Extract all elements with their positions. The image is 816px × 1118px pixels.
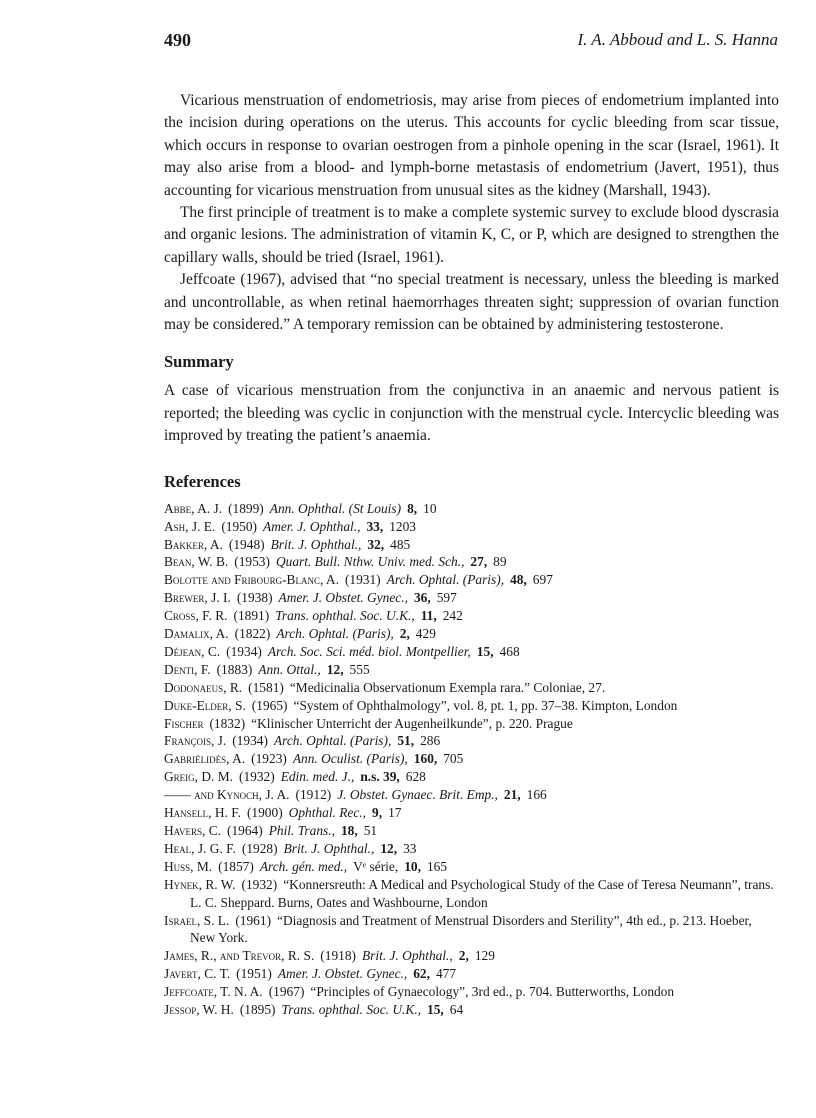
- reference-source: Arch. Ophtal. (Paris),: [276, 626, 394, 642]
- reference-source: Arch. gén. med.,: [259, 858, 348, 874]
- reference-source: Trans. ophthal. Soc. U.K.,: [275, 608, 415, 624]
- reference-source: Amer. J. Obstet. Gynec.,: [277, 966, 408, 982]
- reference-volume: 8,: [407, 500, 418, 516]
- reference-author: Hansell, H. F.: [164, 805, 241, 821]
- reference-author: Jessop, W. H.: [164, 1002, 234, 1018]
- reference-source: Ophthal. Rec.,: [288, 805, 367, 821]
- reference-author: Brewer, J. I.: [164, 590, 231, 606]
- reference-author: Havers, C.: [164, 823, 221, 838]
- reference-year: (1951): [236, 966, 272, 982]
- reference-source: Brit. J. Ophthal.,: [362, 948, 453, 964]
- reference-source: Arch. Ophtal. (Paris),: [386, 572, 505, 588]
- reference-year: (1883): [216, 661, 253, 677]
- reference-volume: 27,: [470, 554, 488, 570]
- reference-year: (1923): [251, 751, 287, 767]
- reference-pages: 628: [405, 769, 426, 785]
- reference-pages: 1203: [389, 518, 416, 534]
- reference-pages: 485: [390, 536, 411, 552]
- reference-author: Huss, M.: [164, 858, 213, 874]
- reference-volume: 21,: [503, 787, 521, 803]
- reference-item: [164, 965, 779, 983]
- reference-author: Greig, D. M.: [164, 769, 233, 785]
- reference-author: Javert, C. T.: [164, 966, 231, 982]
- reference-item: [164, 571, 779, 589]
- reference-author: Gabriélidès, A.: [164, 751, 246, 767]
- reference-volume: 15,: [427, 1002, 444, 1018]
- reference-pages: 468: [499, 643, 520, 659]
- reference-author: Israel, S. L.: [164, 912, 230, 928]
- reference-item: [164, 947, 779, 965]
- reference-source: Amer. J. Obstet. Gynec.,: [278, 590, 408, 606]
- reference-volume: 36,: [413, 590, 431, 606]
- reference-extra: Vᵉ série,: [353, 858, 399, 874]
- reference-item: [164, 661, 779, 679]
- reference-author: Bakker, A.: [164, 536, 223, 552]
- references-list: [164, 500, 779, 1019]
- reference-author: Jeffcoate, T. N. A.: [164, 984, 263, 1000]
- reference-year: (1964): [227, 823, 263, 838]
- reference-author: Heal, J. G. F.: [164, 840, 236, 856]
- reference-item: [164, 697, 779, 715]
- summary-heading: Summary: [164, 352, 234, 372]
- reference-year: (1857): [218, 858, 254, 874]
- reference-pages: 17: [388, 805, 402, 821]
- reference-volume: 51,: [397, 733, 415, 749]
- reference-year: (1895): [239, 1002, 276, 1018]
- body-paragraph: Vicarious menstruation of endometriosis, may arise from pieces of endometrium implanted into the incision during operations on the uterus. This accounts for cyclic bleeding from scar tissue, which occurs in response to ovarian oestrogen from a pinhole opening in the scar (Israel, 1961). It may also arise from a blood- and lymph-borne metastasis of endometrium (Javert, 1951), thus accounting for vicarious menstruation from unusual sites as the kidney (Marshall, 1943).: [164, 92, 779, 199]
- reference-pages: 429: [415, 626, 436, 642]
- reference-year: (1950): [221, 518, 258, 534]
- reference-author: Damalix, A.: [164, 626, 229, 642]
- reference-author: Bolotte and Fribourg-Blanc, A.: [164, 572, 339, 588]
- reference-year: (1581): [248, 679, 284, 695]
- reference-pages: 33: [403, 840, 417, 856]
- summary-text: A case of vicarious menstruation from the conjunctiva in an anaemic and nervous patient is reported; the bleeding was cyclic in conjunction with the menstrual cycle. Intercyclic bleeding was improved by treating the patient’s anaemia.: [164, 382, 779, 445]
- reference-source: Quart. Bull. Nthw. Univ. med. Sch.,: [275, 554, 465, 570]
- reference-author: Hynek, R. W.: [164, 876, 236, 892]
- reference-pages: 89: [493, 554, 507, 570]
- reference-pages: 597: [436, 590, 457, 606]
- reference-year: (1899): [228, 500, 264, 516]
- reference-source: Ann. Ophthal. (St Louis): [269, 500, 402, 516]
- reference-year: (1900): [246, 805, 283, 821]
- reference-source: Trans. ophthal. Soc. U.K.,: [281, 1002, 422, 1018]
- reference-pages: 697: [532, 572, 553, 588]
- reference-volume: 160,: [413, 751, 438, 767]
- reference-item: [164, 536, 779, 554]
- reference-source: Brit. J. Ophthal.,: [283, 840, 375, 856]
- running-head: I. A. Abboud and L. S. Hanna: [577, 30, 778, 49]
- reference-year: (1953): [234, 554, 270, 570]
- reference-item: [164, 858, 779, 876]
- reference-pages: 242: [442, 608, 463, 624]
- reference-item: [164, 500, 779, 518]
- summary-section: [164, 352, 779, 447]
- reference-source: J. Obstet. Gynaec. Brit. Emp.,: [337, 787, 498, 803]
- reference-item: [164, 589, 779, 607]
- reference-year: (1934): [232, 733, 268, 749]
- reference-pages: 165: [426, 858, 448, 874]
- reference-year: (1931): [344, 572, 381, 588]
- reference-item: [164, 822, 779, 840]
- reference-year: (1967): [268, 984, 305, 1000]
- reference-year: (1948): [228, 536, 265, 552]
- reference-pages: 64: [449, 1002, 464, 1018]
- reference-item: [164, 786, 779, 804]
- reference-pages: 477: [435, 966, 457, 982]
- page-number: 490: [164, 30, 191, 50]
- reference-pages: 705: [443, 751, 464, 767]
- reference-author: James, R., and Trevor, R. S.: [164, 948, 315, 964]
- reference-item: [164, 625, 779, 643]
- reference-volume: 48,: [510, 572, 527, 588]
- reference-volume: n.s. 39,: [360, 769, 400, 785]
- reference-pages: 166: [526, 787, 547, 803]
- reference-volume: 15,: [476, 643, 494, 659]
- article-body: [164, 90, 779, 1019]
- reference-text: “Medicinalia Observationum Exempla rara.” Coloniae, 27.: [289, 679, 606, 695]
- reference-item: [164, 876, 779, 912]
- reference-author: Déjean, C.: [164, 643, 221, 659]
- reference-author: Abbe, A. J.: [164, 500, 223, 516]
- reference-item: [164, 732, 779, 750]
- reference-author: Bean, W. B.: [164, 554, 229, 570]
- reference-year: (1832): [209, 715, 246, 731]
- reference-source: Amer. J. Ophthal.,: [263, 518, 361, 534]
- reference-author: Fischer: [164, 715, 204, 731]
- reference-author: Cross, F. R.: [164, 608, 228, 624]
- reference-volume: 2,: [399, 626, 410, 642]
- reference-volume: 10,: [404, 858, 421, 874]
- reference-text: “Klinischer Unterricht der Augenheilkunde”, p. 220. Prague: [251, 715, 573, 731]
- reference-item: [164, 607, 779, 625]
- reference-volume: 32,: [367, 536, 385, 552]
- reference-year: (1891): [233, 608, 270, 624]
- reference-item: [164, 715, 779, 733]
- reference-year: (1932): [241, 876, 278, 892]
- reference-author: Denti, F.: [164, 661, 211, 677]
- reference-author: Dodonaeus, R.: [164, 679, 243, 695]
- reference-item: [164, 983, 779, 1001]
- reference-author: Ash, J. E.: [164, 518, 216, 534]
- reference-item: [164, 768, 779, 786]
- references-section: [164, 472, 779, 1019]
- reference-volume: 33,: [366, 518, 384, 534]
- reference-source: Brit. J. Ophthal.,: [270, 536, 362, 552]
- reference-item: [164, 912, 779, 948]
- reference-pages: 555: [349, 661, 370, 677]
- reference-source: Arch. Ophtal. (Paris),: [273, 733, 392, 749]
- reference-source: Ann. Ottal.,: [258, 661, 321, 677]
- reference-volume: 11,: [420, 608, 437, 624]
- reference-pages: 286: [420, 733, 441, 749]
- reference-volume: 12,: [380, 840, 398, 856]
- reference-year: (1918): [320, 948, 356, 964]
- reference-year: (1934): [226, 643, 262, 659]
- reference-text: “System of Ophthalmology”, vol. 8, pt. 1, pp. 37–38. Kimpton, London: [293, 697, 678, 713]
- reference-pages: 51: [363, 823, 378, 838]
- reference-volume: 62,: [413, 966, 430, 982]
- reference-item: [164, 518, 779, 536]
- reference-author: Duke-Elder, S.: [164, 697, 246, 713]
- reference-year: (1912): [295, 787, 332, 803]
- body-paragraph: The first principle of treatment is to make a complete systemic survey to exclude blood dyscrasia and organic lesions. The administration of vitamin K, C, or P, which are designed to strengthen the capillary walls, should be tried (Israel, 1961).: [164, 204, 779, 266]
- reference-source: Arch. Soc. Sci. méd. biol. Montpellier,: [267, 643, 471, 659]
- reference-source: Phil. Trans.,: [268, 823, 335, 838]
- reference-volume: 9,: [372, 805, 383, 821]
- reference-year: (1938): [236, 590, 273, 606]
- reference-volume: 2,: [458, 948, 469, 964]
- reference-author: —— and Kynoch, J. A.: [164, 787, 290, 803]
- reference-item: [164, 1001, 779, 1019]
- reference-year: (1928): [241, 840, 278, 856]
- reference-item: [164, 750, 779, 768]
- reference-text: “Diagnosis and Treatment of Menstrual Disorders and Sterility”, 4th ed., p. 213. Hoeber, New York.: [190, 912, 752, 946]
- reference-year: (1822): [234, 626, 271, 642]
- reference-year: (1961): [235, 912, 272, 928]
- reference-item: [164, 679, 779, 697]
- body-paragraph: Jeffcoate (1967), advised that “no special treatment is necessary, unless the bleeding is marked and uncontrollable, as when retinal haemorrhages threaten sight; suppression of ovarian function may be considered.” A temporary remission can be obtained by administering testosterone.: [164, 271, 779, 334]
- page-header: [164, 30, 778, 54]
- reference-year: (1965): [251, 697, 288, 713]
- reference-pages: 129: [474, 948, 495, 964]
- reference-text: “Konnersreuth: A Medical and Psychological Study of the Case of Teresa Neumann”, trans. L. C. Sheppard. Burns, Oates and Washbourne, London: [190, 876, 774, 910]
- reference-volume: 12,: [326, 661, 344, 677]
- reference-year: (1932): [238, 769, 275, 785]
- reference-author: François, J.: [164, 733, 227, 749]
- reference-item: [164, 553, 779, 571]
- reference-item: [164, 643, 779, 661]
- reference-source: Edin. med. J.,: [280, 769, 355, 785]
- reference-item: [164, 840, 779, 858]
- reference-item: [164, 804, 779, 822]
- reference-volume: 18,: [340, 823, 358, 838]
- reference-text: “Principles of Gynaecology”, 3rd ed., p. 704. Butterworths, London: [310, 984, 675, 1000]
- reference-pages: 10: [423, 500, 437, 516]
- reference-source: Ann. Oculist. (Paris),: [292, 751, 408, 767]
- references-heading: References: [164, 471, 241, 491]
